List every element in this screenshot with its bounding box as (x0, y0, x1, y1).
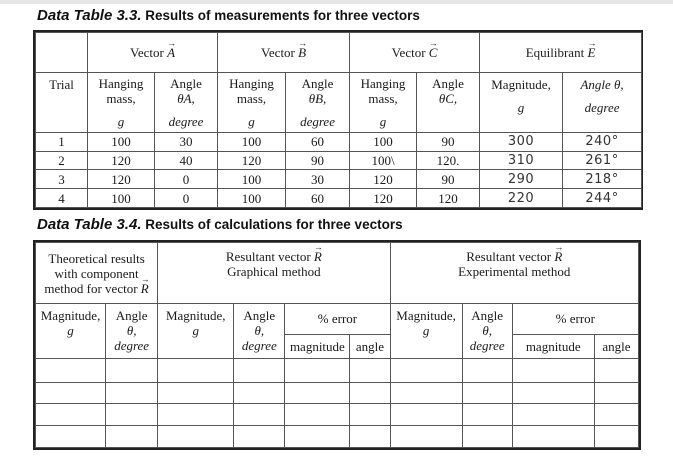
empty-cell[interactable] (462, 426, 512, 448)
table-row (36, 132, 642, 151)
empty-cell[interactable] (36, 426, 106, 448)
equilibrant-magnitude-cell: 310 (480, 151, 563, 170)
angle-c-header: Angle θC, (417, 72, 480, 132)
table-3-4-caption (37, 216, 403, 233)
hanging-mass-c-header: Hanging mass, g (350, 72, 417, 132)
empty-cell[interactable] (594, 426, 638, 448)
angle-a-cell: 0 (155, 189, 218, 208)
mass-c-cell: 100\ (350, 151, 417, 170)
mass-a-cell: 120 (88, 151, 155, 170)
hanging-mass-b-header: Hanging mass, g (218, 72, 286, 132)
angle-b-cell: 60 (286, 189, 350, 208)
angle-a-cell: 0 (155, 170, 218, 189)
trial-cell: 4 (36, 189, 88, 208)
table-3-4-caption-text: Results of calculations for three vectors (145, 217, 403, 232)
empty-cell[interactable] (350, 426, 390, 448)
empty-cell[interactable] (350, 404, 390, 426)
empty-cell[interactable] (390, 358, 462, 382)
equilibrant-angle-cell: 218° (563, 170, 642, 189)
empty-cell[interactable] (512, 358, 594, 382)
vector-a-header: Vector → A (88, 33, 218, 73)
angle-a-cell: 40 (155, 151, 218, 170)
empty-cell[interactable] (106, 358, 158, 382)
vector-b-symbol: → B (298, 45, 306, 60)
vector-r-symbol: → R (314, 249, 322, 264)
empty-cell[interactable] (285, 404, 350, 426)
empty-cell[interactable] (350, 358, 390, 382)
angle-b-header: Angle θB, degree (286, 72, 350, 132)
empty-cell[interactable] (350, 382, 390, 404)
mass-c-cell: 120 (350, 170, 417, 189)
mass-b-cell: 100 (218, 132, 286, 151)
trial-cell: 3 (36, 170, 88, 189)
equilibrant-magnitude-cell: 290 (480, 170, 563, 189)
equilibrant-angle-cell: 261° (563, 151, 642, 170)
trial-header: Trial (36, 72, 88, 132)
mass-a-cell: 100 (88, 189, 155, 208)
empty-cell[interactable] (285, 426, 350, 448)
equilibrant-header: Equilibrant → E (480, 33, 642, 73)
vector-r-symbol: → R (141, 281, 149, 296)
empty-cell[interactable] (234, 382, 285, 404)
theoretical-results-header: Theoretical results with component method for vector → R (36, 243, 158, 304)
table-row (36, 404, 639, 426)
angle-a-header: Angle θA, degree (155, 72, 218, 132)
empty-cell[interactable] (512, 404, 594, 426)
empty-cell[interactable] (594, 382, 638, 404)
page-top-rule (0, 0, 673, 4)
empty-cell[interactable] (285, 358, 350, 382)
empty-cell[interactable] (234, 404, 285, 426)
empty-cell[interactable] (106, 382, 158, 404)
trial-cell: 1 (36, 132, 88, 151)
angle-c-cell: 90 (417, 170, 480, 189)
mass-c-cell: 100 (350, 132, 417, 151)
vector-r-symbol: → R (554, 249, 562, 264)
empty-cell[interactable] (36, 358, 106, 382)
calculations-table (33, 240, 641, 450)
empty-cell[interactable] (234, 426, 285, 448)
empty-cell[interactable] (594, 404, 638, 426)
empty-cell[interactable] (462, 358, 512, 382)
angle-a-cell: 30 (155, 132, 218, 151)
equilibrant-magnitude-cell: 300 (480, 132, 563, 151)
equilibrant-magnitude-cell: 220 (480, 189, 563, 208)
empty-cell[interactable] (234, 358, 285, 382)
table-3-3-caption (37, 7, 420, 24)
experimental-angle-header: Angle θ, degree (462, 304, 512, 359)
table-row (36, 151, 642, 170)
table-3-3-caption-label: Data Table 3.3. (37, 7, 142, 24)
mass-a-cell: 100 (88, 132, 155, 151)
empty-cell[interactable] (512, 426, 594, 448)
empty-cell[interactable] (390, 426, 462, 448)
experimental-method-header: Resultant vector → R Experimental method (390, 243, 638, 304)
mass-c-cell: 120 (350, 189, 417, 208)
hanging-mass-a-header: Hanging mass, g (88, 72, 155, 132)
vector-b-header: Vector → B (218, 33, 350, 73)
empty-cell[interactable] (594, 358, 638, 382)
empty-cell[interactable] (158, 426, 234, 448)
angle-c-cell: 90 (417, 132, 480, 151)
empty-cell[interactable] (36, 404, 106, 426)
trial-cell: 2 (36, 151, 88, 170)
empty-cell[interactable] (462, 382, 512, 404)
mass-b-cell: 100 (218, 189, 286, 208)
theoretical-magnitude-header: Magnitude, g (36, 304, 106, 359)
angle-c-cell: 120 (417, 189, 480, 208)
mass-b-cell: 100 (218, 170, 286, 189)
table-row (36, 426, 639, 448)
experimental-magnitude-header: Magnitude, g (390, 304, 462, 359)
empty-cell[interactable] (285, 382, 350, 404)
angle-b-cell: 90 (286, 151, 350, 170)
theoretical-angle-header: Angle θ, degree (106, 304, 158, 359)
experimental-pct-error-header: % error (512, 304, 638, 335)
vector-c-symbol: → C (429, 45, 438, 60)
table-3-3-caption-text: Results of measurements for three vectors (145, 8, 420, 23)
mass-b-cell: 120 (218, 151, 286, 170)
table-3-4-caption-label: Data Table 3.4. (37, 216, 142, 233)
empty-cell[interactable] (36, 382, 106, 404)
angle-b-cell: 60 (286, 132, 350, 151)
mass-a-cell: 120 (88, 170, 155, 189)
table-row (36, 170, 642, 189)
vector-e-symbol: → E (587, 45, 595, 60)
vector-a-symbol: → A (167, 45, 175, 60)
experimental-error-magnitude-header: magnitude (512, 334, 594, 358)
experimental-error-angle-header: angle (594, 334, 638, 358)
empty-cell[interactable] (158, 358, 234, 382)
equilibrant-angle-cell: 240° (563, 132, 642, 151)
equilibrant-magnitude-header: Magnitude, g (480, 72, 563, 132)
equilibrant-angle-cell: 244° (563, 189, 642, 208)
empty-cell[interactable] (158, 382, 234, 404)
graphical-pct-error-header: % error (285, 304, 390, 335)
table-row (36, 189, 642, 208)
empty-cell[interactable] (390, 382, 462, 404)
graphical-error-magnitude-header: magnitude (285, 334, 350, 358)
table-row (36, 358, 639, 382)
empty-cell[interactable] (106, 404, 158, 426)
graphical-method-header: Resultant vector → R Graphical method (158, 243, 390, 304)
graphical-magnitude-header: Magnitude, g (158, 304, 234, 359)
table-row (36, 382, 639, 404)
empty-cell[interactable] (512, 382, 594, 404)
vector-c-header: Vector → C (350, 33, 480, 73)
empty-cell[interactable] (390, 404, 462, 426)
empty-cell[interactable] (158, 404, 234, 426)
empty-cell[interactable] (106, 426, 158, 448)
equilibrant-angle-header: Angle θ, degree (563, 72, 642, 132)
angle-c-cell: 120. (417, 151, 480, 170)
blank-header-cell (36, 33, 88, 73)
angle-b-cell: 30 (286, 170, 350, 189)
empty-cell[interactable] (462, 404, 512, 426)
measurements-table (33, 30, 643, 210)
graphical-error-angle-header: angle (350, 334, 390, 358)
graphical-angle-header: Angle θ, degree (234, 304, 285, 359)
